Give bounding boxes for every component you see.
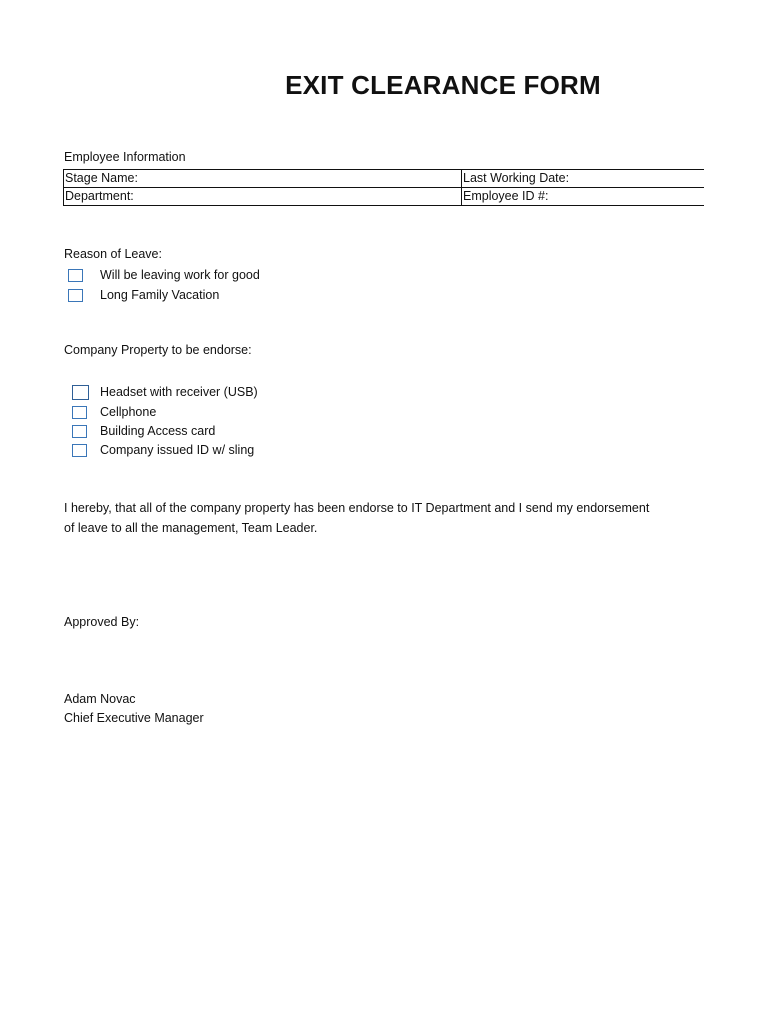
approver-position: Chief Executive Manager: [64, 711, 204, 725]
family-vacation-label: Long Family Vacation: [100, 288, 220, 302]
access-card-checkbox[interactable]: [72, 425, 87, 438]
property-item-headset: [72, 383, 258, 401]
leaving-for-good-checkbox[interactable]: [68, 269, 83, 282]
approver-name: Adam Novac: [64, 692, 136, 706]
stage-name-field[interactable]: Stage Name:: [64, 170, 462, 188]
reason-option-vacation: [68, 286, 220, 304]
headset-label: Headset with receiver (USB): [100, 385, 258, 399]
access-card-label: Building Access card: [100, 424, 216, 438]
approved-by-label: Approved By:: [64, 615, 140, 629]
headset-checkbox[interactable]: [72, 385, 89, 400]
table-row: [64, 188, 704, 206]
department-field[interactable]: Department:: [64, 188, 462, 206]
form-title: EXIT CLEARANCE FORM: [285, 70, 601, 100]
statement-line-2: of leave to all the management, Team Leader.: [64, 521, 318, 535]
employee-info-table: [63, 169, 704, 206]
property-heading: Company Property to be endorse:: [64, 343, 252, 357]
reason-heading: Reason of Leave:: [64, 247, 162, 261]
company-id-label: Company issued ID w/ sling: [100, 443, 255, 457]
employee-info-heading: Employee Information: [64, 150, 186, 164]
cellphone-label: Cellphone: [100, 405, 157, 419]
property-item-cellphone: [72, 403, 157, 421]
company-id-checkbox[interactable]: [72, 444, 87, 457]
reason-option-leaving: [68, 266, 260, 284]
leaving-for-good-label: Will be leaving work for good: [100, 268, 260, 282]
employee-id-field[interactable]: Employee ID #:: [462, 188, 704, 206]
table-row: [64, 170, 704, 188]
endorsement-statement: [64, 498, 684, 538]
last-working-date-field[interactable]: Last Working Date:: [462, 170, 704, 188]
family-vacation-checkbox[interactable]: [68, 289, 83, 302]
property-item-access-card: [72, 422, 216, 440]
cellphone-checkbox[interactable]: [72, 406, 87, 419]
property-item-company-id: [72, 441, 255, 459]
statement-line-1: I hereby, that all of the company property has been endorse to IT Department and I send my endorsement: [64, 501, 650, 515]
